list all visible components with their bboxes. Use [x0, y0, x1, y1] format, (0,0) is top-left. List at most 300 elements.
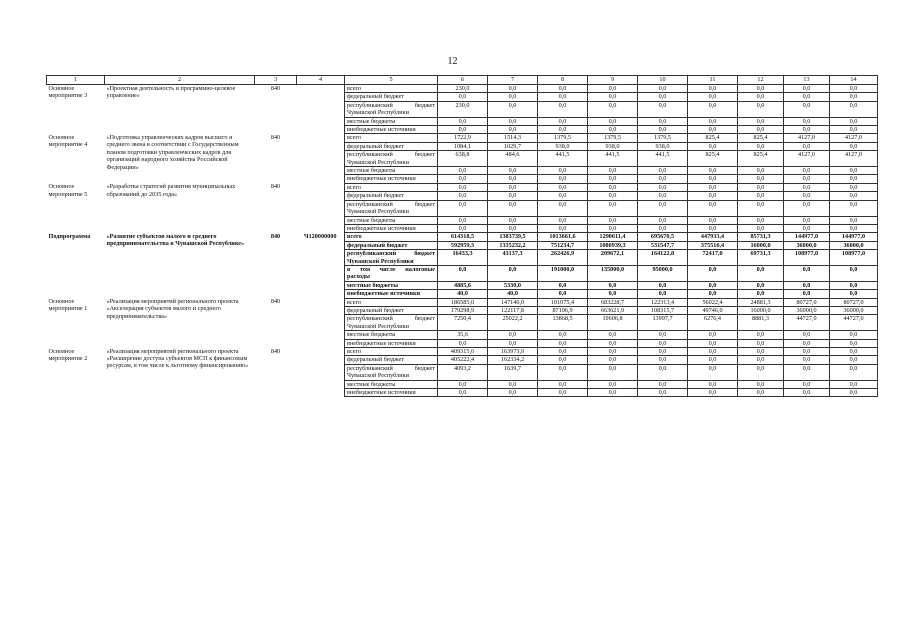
table-row — [47, 233, 878, 241]
amount-cell: 1639,7 — [488, 364, 538, 380]
header-cell: 13 — [784, 76, 830, 85]
funding-source: внебюджетные источники — [345, 224, 438, 232]
funding-source: местные бюджеты — [345, 216, 438, 224]
amount-cell: 0,0 — [830, 192, 878, 200]
amount-cell: 0,0 — [784, 339, 830, 347]
amount-cell: 0,0 — [688, 126, 738, 134]
amount-cell: 0,0 — [688, 364, 738, 380]
amount-cell: 0,0 — [588, 356, 638, 364]
header-cell: 3 — [255, 76, 297, 85]
amount-cell: 0,0 — [784, 167, 830, 175]
amount-cell: 0,0 — [638, 281, 688, 289]
amount-cell: 1029,7 — [488, 142, 538, 150]
amount-cell: 95000,0 — [638, 265, 688, 281]
amount-cell: 101075,4 — [538, 298, 588, 306]
amount-cell: 0,0 — [638, 290, 688, 298]
amount-cell: 0,0 — [784, 331, 830, 339]
header-cell: 14 — [830, 76, 878, 85]
amount-cell: 0,0 — [784, 348, 830, 356]
amount-cell: 108977,0 — [784, 250, 830, 266]
amount-cell: 0,0 — [738, 389, 784, 397]
amount-cell: 441,5 — [638, 151, 688, 167]
amount-cell: 0,0 — [638, 364, 688, 380]
amount-cell: 0,0 — [738, 216, 784, 224]
amount-cell: 19606,8 — [588, 315, 638, 331]
amount-cell: 0,0 — [588, 93, 638, 101]
amount-cell: 0,0 — [538, 117, 588, 125]
budget-table — [46, 75, 878, 397]
amount-cell: 0,0 — [830, 167, 878, 175]
amount-cell: 0,0 — [688, 167, 738, 175]
funding-source: федеральный бюджет — [345, 142, 438, 150]
amount-cell: 40,0 — [438, 290, 488, 298]
amount-cell: 0,0 — [784, 175, 830, 183]
measure-code: Основное мероприятие 1 — [48, 298, 88, 313]
amount-cell: 6276,4 — [688, 315, 738, 331]
amount-cell: 0,0 — [738, 93, 784, 101]
amount-cell: 0,0 — [588, 117, 638, 125]
amount-cell: 0,0 — [538, 224, 588, 232]
amount-cell: 0,0 — [784, 290, 830, 298]
amount-cell: 938,0 — [638, 142, 688, 150]
amount-cell: 1290611,4 — [588, 233, 638, 241]
amount-cell: 0,0 — [638, 101, 688, 117]
header-cell: 2 — [105, 76, 255, 85]
amount-cell: 0,0 — [438, 117, 488, 125]
amount-cell: 0,0 — [488, 101, 538, 117]
amount-cell: 0,0 — [538, 93, 588, 101]
amount-cell: 1383739,5 — [488, 233, 538, 241]
amount-cell: 0,0 — [784, 142, 830, 150]
amount-cell: 0,0 — [538, 356, 588, 364]
amount-cell: 0,0 — [588, 200, 638, 216]
amount-cell: 0,0 — [488, 126, 538, 134]
amount-cell: 0,0 — [738, 167, 784, 175]
measure-code: Основное мероприятие 3 — [48, 85, 88, 100]
funding-source: федеральный бюджет — [345, 306, 438, 314]
amount-cell: 409315,6 — [438, 348, 488, 356]
amount-cell: 0,0 — [688, 265, 738, 281]
amount-cell: 0,0 — [830, 348, 878, 356]
funding-source: федеральный бюджет — [345, 356, 438, 364]
table-row — [47, 298, 878, 306]
amount-cell: 0,0 — [738, 265, 784, 281]
amount-cell: 0,0 — [738, 200, 784, 216]
amount-cell: 0,0 — [488, 175, 538, 183]
amount-cell: 0,0 — [688, 216, 738, 224]
amount-cell: 0,0 — [588, 192, 638, 200]
header-cell: 1 — [47, 76, 105, 85]
amount-cell: 825,4 — [738, 134, 784, 142]
amount-cell: 0,0 — [438, 216, 488, 224]
amount-cell: 4885,6 — [438, 281, 488, 289]
amount-cell: 0,0 — [784, 389, 830, 397]
amount-cell: 16000,0 — [738, 241, 784, 249]
header-cell: 4 — [297, 76, 345, 85]
amount-cell: 0,0 — [830, 216, 878, 224]
amount-cell: 0,0 — [738, 290, 784, 298]
amount-cell: 0,0 — [784, 216, 830, 224]
amount-cell: 0,0 — [588, 126, 638, 134]
funding-source: всего — [345, 183, 438, 191]
amount-cell: 0,0 — [688, 339, 738, 347]
amount-cell: 0,0 — [830, 290, 878, 298]
amount-cell: 0,0 — [538, 364, 588, 380]
amount-cell: 0,0 — [784, 356, 830, 364]
amount-cell: 0,0 — [738, 348, 784, 356]
amount-cell: 0,0 — [688, 380, 738, 388]
amount-cell: 0,0 — [638, 93, 688, 101]
amount-cell: 4127,0 — [830, 134, 878, 142]
amount-cell: 592959,3 — [438, 241, 488, 249]
amount-cell: 0,0 — [438, 339, 488, 347]
amount-cell: 5330,0 — [488, 281, 538, 289]
amount-cell: 0,0 — [538, 126, 588, 134]
grbs-code: 840 — [270, 85, 281, 92]
amount-cell: 0,0 — [438, 167, 488, 175]
amount-cell: 0,0 — [784, 126, 830, 134]
header-cell: 9 — [588, 76, 638, 85]
funding-source: местные бюджеты — [345, 117, 438, 125]
amount-cell: 0,0 — [438, 126, 488, 134]
amount-cell: 1080939,3 — [588, 241, 638, 249]
amount-cell: 0,0 — [738, 339, 784, 347]
amount-cell: 0,0 — [784, 101, 830, 117]
amount-cell: 0,0 — [638, 85, 688, 93]
amount-cell: 0,0 — [488, 265, 538, 281]
kbk-code — [297, 183, 345, 232]
amount-cell: 0,0 — [538, 339, 588, 347]
amount-cell: 4127,0 — [830, 151, 878, 167]
amount-cell: 191000,0 — [538, 265, 588, 281]
amount-cell: 0,0 — [784, 93, 830, 101]
amount-cell: 1379,5 — [588, 134, 638, 142]
amount-cell: 0,0 — [488, 380, 538, 388]
amount-cell: 1335232,2 — [488, 241, 538, 249]
table-row — [47, 134, 878, 142]
amount-cell: 0,0 — [688, 348, 738, 356]
amount-cell: 144977,0 — [830, 233, 878, 241]
amount-cell: 663621,9 — [588, 306, 638, 314]
amount-cell: 1514,3 — [488, 134, 538, 142]
amount-cell: 135000,0 — [588, 265, 638, 281]
amount-cell: 0,0 — [784, 265, 830, 281]
amount-cell: 0,0 — [638, 224, 688, 232]
measure-name: «Разработка стратегий развития муниципальных образований до 2035 года» — [106, 183, 236, 198]
amount-cell: 0,0 — [738, 331, 784, 339]
amount-cell: 0,0 — [638, 167, 688, 175]
kbk-code — [297, 298, 345, 347]
amount-cell: 0,0 — [738, 101, 784, 117]
amount-cell: 0,0 — [738, 183, 784, 191]
amount-cell: 0,0 — [830, 364, 878, 380]
amount-cell: 1722,9 — [438, 134, 488, 142]
funding-source: всего — [345, 85, 438, 93]
amount-cell: 69731,3 — [738, 250, 784, 266]
amount-cell: 375516,4 — [688, 241, 738, 249]
funding-source: местные бюджеты — [345, 281, 438, 289]
amount-cell: 0,0 — [830, 339, 878, 347]
amount-cell: 0,0 — [688, 175, 738, 183]
amount-cell: 162334,2 — [488, 356, 538, 364]
amount-cell: 0,0 — [638, 200, 688, 216]
amount-cell: 36000,0 — [784, 306, 830, 314]
grbs-code: 840 — [270, 133, 281, 141]
amount-cell: 0,0 — [638, 117, 688, 125]
amount-cell: 441,5 — [538, 151, 588, 167]
amount-cell: 0,0 — [538, 290, 588, 298]
amount-cell: 938,0 — [538, 142, 588, 150]
amount-cell: 16000,0 — [738, 306, 784, 314]
amount-cell: 0,0 — [438, 200, 488, 216]
measure-name: «Проектная деятельность и программно-целевое управление» — [106, 85, 236, 100]
amount-cell: 13868,5 — [538, 315, 588, 331]
amount-cell: 0,0 — [438, 389, 488, 397]
amount-cell: 0,0 — [638, 183, 688, 191]
amount-cell: 0,0 — [688, 200, 738, 216]
amount-cell: 751234,7 — [538, 241, 588, 249]
amount-cell: 0,0 — [488, 216, 538, 224]
amount-cell: 0,0 — [738, 224, 784, 232]
amount-cell: 0,0 — [738, 117, 784, 125]
amount-cell: 0,0 — [588, 167, 638, 175]
amount-cell: 0,0 — [538, 380, 588, 388]
table-row — [47, 348, 878, 356]
amount-cell: 0,0 — [688, 331, 738, 339]
amount-cell: 108977,0 — [830, 250, 878, 266]
amount-cell: 0,0 — [830, 380, 878, 388]
header-cell: 8 — [538, 76, 588, 85]
grbs-code: 840 — [270, 232, 281, 240]
amount-cell: 0,0 — [538, 183, 588, 191]
funding-source: республиканский бюджет Чувашской Республики — [345, 315, 438, 331]
table-row — [47, 183, 878, 191]
amount-cell: 122117,8 — [488, 306, 538, 314]
funding-source: республиканский бюджет Чувашской Республики — [345, 250, 438, 266]
amount-cell: 447933,4 — [688, 233, 738, 241]
amount-cell: 0,0 — [688, 224, 738, 232]
amount-cell: 36000,0 — [830, 241, 878, 249]
amount-cell: 0,0 — [688, 142, 738, 150]
funding-source: в том числе налоговые расходы — [345, 265, 438, 281]
amount-cell: 0,0 — [830, 85, 878, 93]
header-cell: 12 — [738, 76, 784, 85]
amount-cell: 0,0 — [830, 175, 878, 183]
funding-source: республиканский бюджет Чувашской Республики — [345, 364, 438, 380]
amount-cell: 0,0 — [688, 192, 738, 200]
amount-cell: 0,0 — [830, 331, 878, 339]
amount-cell: 0,0 — [638, 339, 688, 347]
amount-cell: 0,0 — [738, 380, 784, 388]
amount-cell: 0,0 — [438, 224, 488, 232]
amount-cell: 0,0 — [438, 175, 488, 183]
amount-cell: 0,0 — [688, 117, 738, 125]
amount-cell: 16433,3 — [438, 250, 488, 266]
funding-source: всего — [345, 134, 438, 142]
amount-cell: 0,0 — [638, 126, 688, 134]
funding-source: местные бюджеты — [345, 167, 438, 175]
amount-cell: 163973,9 — [488, 348, 538, 356]
amount-cell: 0,0 — [488, 117, 538, 125]
measure-code: Основное мероприятие 2 — [48, 347, 88, 362]
amount-cell: 49746,0 — [688, 306, 738, 314]
amount-cell: 0,0 — [538, 348, 588, 356]
amount-cell: 36000,0 — [784, 241, 830, 249]
amount-cell: 0,0 — [588, 101, 638, 117]
amount-cell: 0,0 — [438, 93, 488, 101]
amount-cell: 0,0 — [738, 356, 784, 364]
funding-source: внебюджетные источники — [345, 290, 438, 298]
kbk-code: Ч120000000 — [304, 232, 337, 240]
amount-cell: 0,0 — [538, 167, 588, 175]
amount-cell: 638,8 — [438, 151, 488, 167]
amount-cell: 0,0 — [688, 101, 738, 117]
amount-cell: 0,0 — [538, 175, 588, 183]
funding-source: местные бюджеты — [345, 380, 438, 388]
amount-cell: 7250,4 — [438, 315, 488, 331]
funding-source: всего — [345, 233, 438, 241]
amount-cell: 0,0 — [588, 331, 638, 339]
amount-cell: 1379,5 — [638, 134, 688, 142]
funding-source: федеральный бюджет — [345, 93, 438, 101]
amount-cell: 825,4 — [688, 134, 738, 142]
amount-cell: 0,0 — [830, 142, 878, 150]
amount-cell: 0,0 — [588, 85, 638, 93]
amount-cell: 25022,2 — [488, 315, 538, 331]
amount-cell: 938,0 — [588, 142, 638, 150]
amount-cell: 1013661,6 — [538, 233, 588, 241]
amount-cell: 1379,5 — [538, 134, 588, 142]
amount-cell: 0,0 — [784, 281, 830, 289]
amount-cell: 0,0 — [830, 281, 878, 289]
amount-cell: 0,0 — [538, 331, 588, 339]
amount-cell: 122313,4 — [638, 298, 688, 306]
header-cell: 6 — [438, 76, 488, 85]
amount-cell: 0,0 — [830, 200, 878, 216]
header-cell: 5 — [345, 76, 438, 85]
amount-cell: 0,0 — [784, 380, 830, 388]
amount-cell: 0,0 — [488, 331, 538, 339]
measure-code: Подпрограмма — [48, 232, 91, 240]
measure-name: «Подготовка управленческих кадров высшего и среднего звена в соответствии с Государственным планом подготовки управленческих кадров для организаций народного хозяйства Российской Федерации» — [106, 133, 239, 171]
amount-cell: 0,0 — [688, 93, 738, 101]
amount-cell: 0,0 — [538, 101, 588, 117]
amount-cell: 0,0 — [738, 142, 784, 150]
amount-cell: 0,0 — [538, 192, 588, 200]
amount-cell: 108315,7 — [638, 306, 688, 314]
funding-source: местные бюджеты — [345, 331, 438, 339]
amount-cell: 0,0 — [830, 265, 878, 281]
grbs-code: 840 — [270, 298, 281, 306]
amount-cell: 0,0 — [738, 126, 784, 134]
funding-source: всего — [345, 298, 438, 306]
amount-cell: 144977,0 — [784, 233, 830, 241]
amount-cell: 0,0 — [830, 93, 878, 101]
amount-cell: 0,0 — [588, 290, 638, 298]
amount-cell: 0,0 — [538, 85, 588, 93]
measure-code: Основное мероприятие 5 — [48, 183, 88, 198]
amount-cell: 0,0 — [588, 175, 638, 183]
page-number: 12 — [447, 56, 458, 67]
header-cell: 10 — [638, 76, 688, 85]
funding-source: федеральный бюджет — [345, 192, 438, 200]
amount-cell: 0,0 — [638, 380, 688, 388]
amount-cell: 4093,2 — [438, 364, 488, 380]
amount-cell: 0,0 — [538, 200, 588, 216]
amount-cell: 0,0 — [738, 175, 784, 183]
kbk-code — [297, 85, 345, 134]
amount-cell: 0,0 — [830, 126, 878, 134]
amount-cell: 80727,0 — [830, 298, 878, 306]
amount-cell: 0,0 — [538, 281, 588, 289]
amount-cell: 614318,5 — [438, 233, 488, 241]
amount-cell: 0,0 — [488, 85, 538, 93]
amount-cell: 0,0 — [688, 290, 738, 298]
amount-cell: 0,0 — [438, 380, 488, 388]
funding-source: республиканский бюджет Чувашской Республики — [345, 101, 438, 117]
amount-cell: 0,0 — [588, 380, 638, 388]
amount-cell: 825,4 — [688, 151, 738, 167]
amount-cell: 0,0 — [738, 85, 784, 93]
amount-cell: 0,0 — [538, 216, 588, 224]
amount-cell: 825,4 — [738, 151, 784, 167]
amount-cell: 0,0 — [488, 389, 538, 397]
amount-cell: 0,0 — [438, 265, 488, 281]
amount-cell: 0,0 — [588, 389, 638, 397]
amount-cell: 0,0 — [688, 389, 738, 397]
amount-cell: 56022,4 — [688, 298, 738, 306]
amount-cell: 0,0 — [738, 364, 784, 380]
amount-cell: 4127,0 — [784, 151, 830, 167]
amount-cell: 695670,5 — [638, 233, 688, 241]
amount-cell: 186585,0 — [438, 298, 488, 306]
amount-cell: 0,0 — [830, 101, 878, 117]
amount-cell: 230,0 — [438, 101, 488, 117]
amount-cell: 0,0 — [588, 216, 638, 224]
kbk-code — [297, 134, 345, 183]
table-row — [47, 85, 878, 93]
amount-cell: 0,0 — [830, 356, 878, 364]
amount-cell: 0,0 — [588, 224, 638, 232]
amount-cell: 13997,7 — [638, 315, 688, 331]
funding-source: республиканский бюджет Чувашской Республики — [345, 200, 438, 216]
measure-name: «Развитие субъектов малого и среднего предпринимательства в Чувашской Республике» — [106, 232, 245, 248]
amount-cell: 0,0 — [588, 364, 638, 380]
amount-cell: 0,0 — [638, 331, 688, 339]
amount-cell: 0,0 — [438, 183, 488, 191]
amount-cell: 0,0 — [488, 183, 538, 191]
amount-cell: 1084,1 — [438, 142, 488, 150]
amount-cell: 0,0 — [738, 281, 784, 289]
funding-source: всего — [345, 348, 438, 356]
funding-source: внебюджетные источники — [345, 175, 438, 183]
amount-cell: 0,0 — [688, 85, 738, 93]
amount-cell: 0,0 — [830, 183, 878, 191]
amount-cell: 0,0 — [588, 348, 638, 356]
amount-cell: 87106,9 — [538, 306, 588, 314]
amount-cell: 0,0 — [638, 389, 688, 397]
measure-name: «Реализация мероприятий регионального проекта «Расширение доступа субъектов МСП к финансовым ресурсам, в том числе к льготному финансированию» — [106, 347, 249, 370]
amount-cell: 0,0 — [784, 85, 830, 93]
amount-cell: 0,0 — [488, 192, 538, 200]
amount-cell: 0,0 — [784, 117, 830, 125]
measure-name: «Реализация мероприятий регионального проекта «Акселерация субъектов малого и среднего предпринимательства» — [106, 298, 239, 320]
amount-cell: 80727,0 — [784, 298, 830, 306]
amount-cell: 44727,0 — [830, 315, 878, 331]
grbs-code: 840 — [270, 347, 281, 355]
amount-cell: 0,0 — [638, 175, 688, 183]
amount-cell: 0,0 — [784, 183, 830, 191]
